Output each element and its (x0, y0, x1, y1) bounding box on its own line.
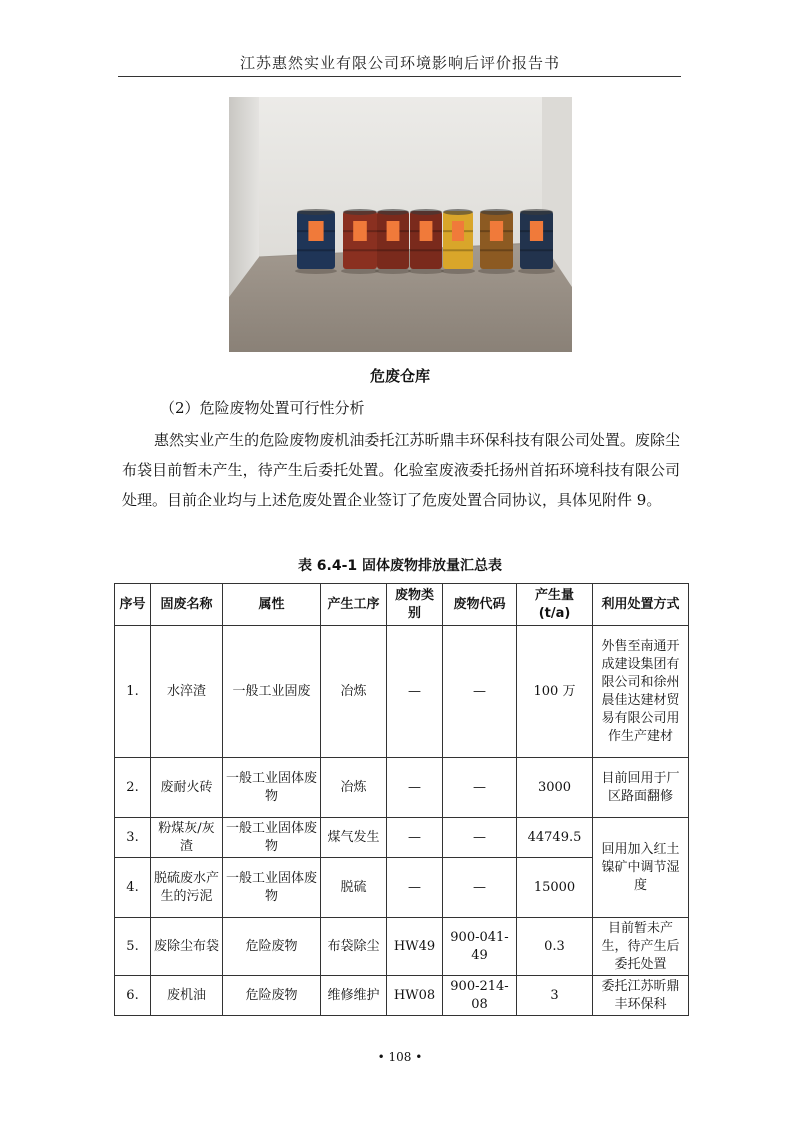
oil-drum (480, 209, 513, 269)
cell-amount: 44749.5 (517, 818, 593, 858)
cell-disposal: 目前回用于厂区路面翻修 (593, 758, 689, 818)
cell-attr: 一般工业固体废物 (223, 818, 321, 858)
cell-category: — (387, 818, 443, 858)
warehouse-photo-illustration (229, 97, 572, 352)
cell-no: 5. (115, 918, 151, 976)
solid-waste-table (114, 583, 689, 1016)
cell-code: — (443, 758, 517, 818)
cell-amount: 15000 (517, 858, 593, 918)
warehouse-photo (229, 97, 572, 352)
cell-disposal: 回用加入红土镍矿中调节湿度 (593, 818, 689, 918)
cell-name: 废耐火砖 (151, 758, 223, 818)
cell-amount: 3000 (517, 758, 593, 818)
table-title: 表 6.4-1 固体废物排放量汇总表 (297, 558, 503, 574)
cell-process: 维修维护 (321, 976, 387, 1016)
cell-no: 1. (115, 626, 151, 758)
cell-code: — (443, 626, 517, 758)
header-title: 江苏惠然实业有限公司环境影响后评价报告书 (239, 54, 560, 72)
cell-no: 3. (115, 818, 151, 858)
cell-category: — (387, 626, 443, 758)
table-row (115, 818, 689, 858)
oil-drum (520, 209, 553, 269)
cell-disposal: 外售至南通开成建设集团有限公司和徐州晨佳达建材贸易有限公司用作生产建材 (593, 626, 689, 758)
cell-attr: 危险废物 (223, 976, 321, 1016)
cell-name: 脱硫废水产生的污泥 (151, 858, 223, 918)
cell-attr: 危险废物 (223, 918, 321, 976)
cell-attr: 一般工业固废 (223, 626, 321, 758)
cell-process: 布袋除尘 (321, 918, 387, 976)
cell-process: 煤气发生 (321, 818, 387, 858)
cell-disposal: 目前暂未产生，待产生后委托处置 (593, 918, 689, 976)
cell-disposal: 委托江苏昕鼎丰环保科 (593, 976, 689, 1016)
cell-code: — (443, 858, 517, 918)
cell-code: 900-041-49 (443, 918, 517, 976)
table-row (115, 626, 689, 758)
photo-caption: 危废仓库 (369, 367, 430, 385)
section-paragraph: 惠然实业产生的危险废物废机油委托江苏昕鼎丰环保科技有限公司处置。废除尘布袋目前暂未产生，待产生后委托处置。化验室废液委托扬州首拓环境科技有限公司处理。目前企业均与上述危废处置企业签订了危废处置合同协议，具体见附件 9。 (122, 431, 680, 509)
header-amount: 产生量(t/a) (517, 584, 593, 626)
cell-code: — (443, 818, 517, 858)
table-row (115, 758, 689, 818)
table-header-row (115, 584, 689, 626)
cell-amount: 100 万 (517, 626, 593, 758)
header-category: 废物类别 (387, 584, 443, 626)
header-attr: 属性 (223, 584, 321, 626)
cell-category: HW08 (387, 976, 443, 1016)
cell-name: 粉煤灰/灰渣 (151, 818, 223, 858)
cell-no: 4. (115, 858, 151, 918)
cell-attr: 一般工业固体废物 (223, 758, 321, 818)
header-no: 序号 (115, 584, 151, 626)
cell-process: 冶炼 (321, 758, 387, 818)
oil-drum (377, 209, 409, 269)
cell-name: 废机油 (151, 976, 223, 1016)
header-code: 废物代码 (443, 584, 517, 626)
table-row (115, 976, 689, 1016)
header-process: 产生工序 (321, 584, 387, 626)
oil-drum (297, 209, 335, 269)
cell-amount: 0.3 (517, 918, 593, 976)
table-row (115, 918, 689, 976)
header-name: 固废名称 (151, 584, 223, 626)
cell-attr: 一般工业固体废物 (223, 858, 321, 918)
oil-drum (343, 209, 377, 269)
cell-amount: 3 (517, 976, 593, 1016)
oil-drum (410, 209, 442, 269)
cell-category: HW49 (387, 918, 443, 976)
header-divider (118, 76, 681, 77)
cell-no: 6. (115, 976, 151, 1016)
section-subheading: （2）危险废物处置可行性分析 (160, 399, 365, 417)
cell-category: — (387, 758, 443, 818)
cell-name: 废除尘布袋 (151, 918, 223, 976)
cell-category: — (387, 858, 443, 918)
header-disposal: 利用处置方式 (593, 584, 689, 626)
oil-drum (443, 209, 473, 269)
cell-code: 900-214-08 (443, 976, 517, 1016)
cell-process: 冶炼 (321, 626, 387, 758)
cell-name: 水淬渣 (151, 626, 223, 758)
page-number: • 108 • (377, 1050, 423, 1064)
cell-no: 2. (115, 758, 151, 818)
cell-process: 脱硫 (321, 858, 387, 918)
